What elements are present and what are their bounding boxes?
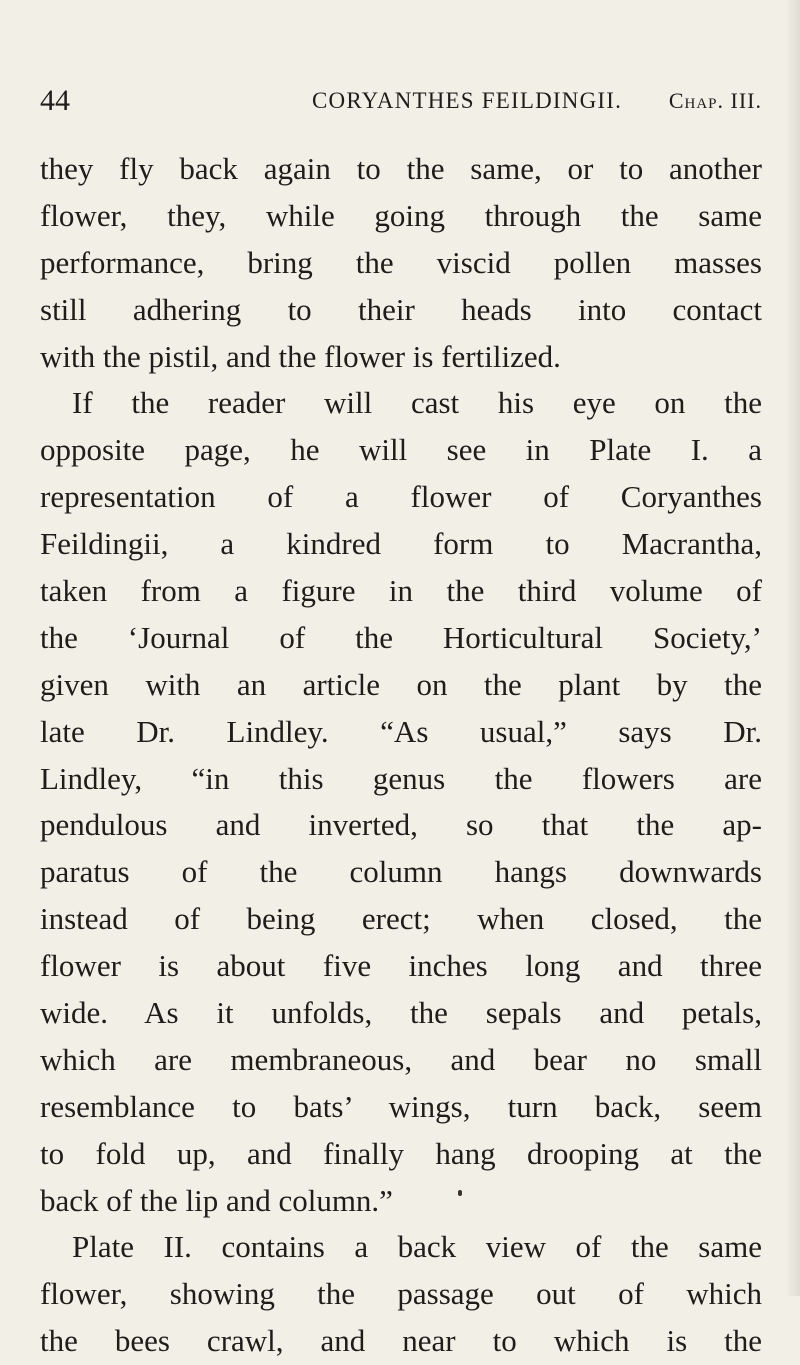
- text-line: given with an article on the plant by the: [40, 666, 762, 702]
- text-line: representation of a flower of Coryanthes: [40, 479, 762, 515]
- text-line: Feildingii, a kindred form to Macrantha,: [40, 526, 762, 562]
- text-line: flower, they, while going through the same: [40, 197, 762, 233]
- text-line: opposite page, he will see in Plate I. a: [40, 432, 762, 468]
- chapter-label: Chap. III.: [668, 88, 762, 113]
- text-line: Plate II. contains a back view of the same: [72, 1229, 762, 1265]
- text-line: resemblance to bats’ wings, turn back, seem: [40, 1088, 762, 1124]
- text-line: taken from a figure in the third volume of: [40, 573, 762, 609]
- text-line: to fold up, and finally hang drooping at the: [40, 1135, 762, 1171]
- text-line: Lindley, “in this genus the flowers are: [40, 760, 762, 796]
- text-line: still adhering to their heads into contact: [40, 291, 762, 327]
- page-edge-shadow: [786, 0, 800, 1296]
- text-line: flower is about five inches long and three: [40, 948, 762, 984]
- text-line: performance, bring the viscid pollen masses: [40, 244, 762, 280]
- text-line: paratus of the column hangs downwards: [40, 854, 762, 890]
- ink-speck: [458, 1190, 462, 1196]
- text-line: instead of being erect; when closed, the: [40, 901, 762, 937]
- text-line: If the reader will cast his eye on the: [72, 385, 762, 421]
- text-line: wide. As it unfolds, the sepals and petals,: [40, 995, 762, 1031]
- text-line: late Dr. Lindley. “As usual,” says Dr.: [40, 713, 762, 749]
- page-number: 44: [40, 84, 70, 117]
- text-line: with the pistil, and the flower is fertilized.: [40, 338, 561, 374]
- text-line: the bees crawl, and near to which is the: [40, 1323, 762, 1359]
- body-text: [40, 146, 762, 1365]
- text-line: pendulous and inverted, so that the ap-: [40, 807, 762, 843]
- running-title: CORYANTHES FEILDINGII.: [312, 88, 623, 113]
- text-line: flower, showing the passage out of which: [40, 1276, 762, 1312]
- text-line: which are membraneous, and bear no small: [40, 1041, 762, 1077]
- text-line: they fly back again to the same, or to another: [40, 151, 762, 186]
- running-head: [40, 84, 762, 124]
- text-line: the ‘Journal of the Horticultural Society,’: [40, 619, 762, 655]
- text-line: back of the lip and column.”: [40, 1182, 393, 1218]
